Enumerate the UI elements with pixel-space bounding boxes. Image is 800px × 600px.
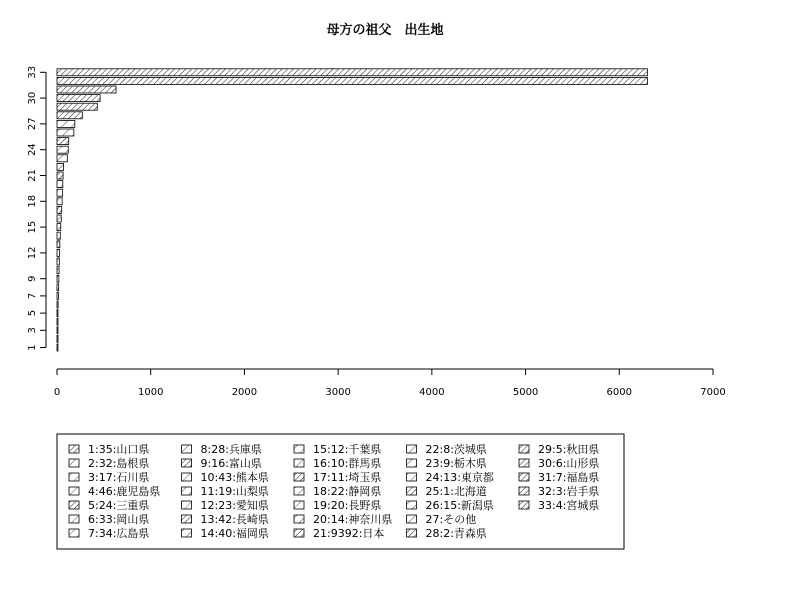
legend-entry: 22:8:茨城県 (425, 443, 487, 456)
legend-entry: 21:9392:日本 (313, 527, 385, 540)
x-tick-label: 2000 (231, 387, 258, 398)
y-tick-label: 24 (27, 143, 38, 157)
legend-swatch (182, 515, 192, 523)
bar-19 (57, 189, 63, 196)
legend-entry: 5:24:三重県 (88, 499, 150, 512)
legend-swatch (519, 459, 529, 467)
bar-18 (57, 198, 62, 205)
bar-3 (57, 327, 58, 334)
legend-entry: 19:20:長野県 (313, 499, 382, 512)
y-tick-label: 21 (27, 169, 38, 182)
legend-swatch (407, 501, 417, 509)
y-tick-label: 7 (27, 292, 38, 300)
legend-entry: 9:16:富山県 (200, 457, 262, 470)
legend-entry: 30:6:山形県 (538, 457, 600, 470)
x-tick-label: 0 (53, 387, 61, 398)
legend-swatch (294, 459, 304, 467)
legend-swatch (294, 445, 304, 453)
bar-4 (57, 318, 58, 325)
legend-entry: 33:4:宮城県 (538, 499, 600, 512)
legend-entry: 25:1:北海道 (425, 485, 487, 498)
legend-swatch (182, 445, 192, 453)
x-tick-label: 6000 (606, 387, 633, 398)
bar-23 (57, 155, 67, 162)
legend-swatch (69, 515, 79, 523)
legend-entry: 1:35:山口県 (88, 443, 150, 456)
bar-24 (57, 146, 68, 153)
bar-22 (57, 163, 64, 170)
legend-swatch (182, 459, 192, 467)
bar-15 (57, 224, 61, 231)
x-tick-label: 3000 (325, 387, 351, 398)
bar-10 (57, 267, 59, 274)
legend-swatch (182, 473, 192, 481)
y-tick-label: 1 (27, 344, 38, 351)
legend-entry: 17:11:埼玉県 (313, 471, 382, 484)
legend-entry: 8:28:兵庫県 (200, 443, 262, 456)
y-tick-label: 18 (27, 194, 38, 208)
bar-7 (57, 292, 58, 299)
y-tick-label: 3 (27, 327, 38, 334)
bar-26 (57, 129, 74, 136)
bar-17 (57, 206, 62, 213)
legend-entry: 2:32:島根県 (88, 457, 150, 470)
y-axis (27, 66, 46, 351)
y-tick-label: 12 (27, 246, 38, 260)
legend-entry: 20:14:神奈川県 (313, 513, 393, 526)
bar-1 (57, 344, 58, 351)
legend-entry: 28:2:青森県 (425, 527, 487, 540)
legend-entry: 6:33:岡山県 (88, 513, 150, 526)
legend-swatch (69, 501, 79, 509)
y-tick-label: 27 (27, 117, 38, 131)
legend-swatch (519, 473, 529, 481)
legend-swatch (69, 487, 79, 495)
bar-30 (57, 95, 100, 102)
bar-12 (57, 249, 60, 256)
x-tick-label: 4000 (419, 387, 445, 398)
bar-32 (57, 77, 647, 84)
legend-entry: 10:43:熊本県 (200, 471, 269, 484)
legend-swatch (294, 473, 304, 481)
legend-swatch (69, 473, 79, 481)
bar-25 (57, 138, 69, 145)
legend-entry: 26:15:新潟県 (425, 499, 494, 512)
legend-swatch (182, 529, 192, 537)
legend-entry: 7:34:広島県 (88, 527, 150, 540)
bar-29 (57, 103, 97, 110)
legend-entry: 16:10:群馬県 (313, 457, 382, 470)
legend-entry: 32:3:岩手県 (538, 485, 600, 498)
y-tick-label: 15 (27, 220, 38, 234)
legend-swatch (182, 487, 192, 495)
legend-entry: 27:その他 (425, 513, 477, 526)
x-tick-label: 7000 (700, 387, 726, 398)
y-tick-label: 5 (27, 309, 38, 317)
bar-16 (57, 215, 61, 222)
bar-20 (57, 181, 63, 188)
legend-swatch (407, 459, 417, 467)
legend-swatch (519, 501, 529, 509)
y-tick-label: 30 (27, 91, 38, 105)
legend-entry: 11:19:山梨県 (200, 485, 269, 498)
legend-swatch (407, 445, 417, 453)
bar-21 (57, 172, 63, 179)
bar-8 (57, 284, 59, 291)
legend-entry: 23:9:栃木県 (425, 457, 487, 470)
bar-6 (57, 301, 58, 308)
legend-swatch (182, 501, 192, 509)
legend-swatch (407, 529, 417, 537)
x-axis (54, 369, 726, 398)
y-tick-label: 33 (27, 65, 38, 79)
legend-entry: 13:42:長崎県 (200, 513, 269, 526)
bar-14 (57, 232, 60, 239)
legend-swatch (407, 487, 417, 495)
legend-entry: 3:17:石川県 (88, 471, 150, 484)
legend-swatch (407, 515, 417, 523)
bar-9 (57, 275, 59, 282)
bar-27 (57, 120, 75, 127)
bar-group (57, 69, 647, 351)
chart-title: 母方の祖父 出生地 (326, 23, 444, 38)
legend-swatch (69, 459, 79, 467)
bar-13 (57, 241, 60, 248)
legend-entry: 14:40:福岡県 (200, 527, 269, 540)
legend-entry: 31:7:福島県 (538, 471, 600, 484)
bar-2 (57, 335, 58, 342)
legend-swatch (407, 473, 417, 481)
legend-swatch (69, 445, 79, 453)
x-tick-label: 1000 (137, 387, 164, 398)
bar-28 (57, 112, 82, 119)
legend-entry: 29:5:秋田県 (538, 443, 600, 456)
bar-5 (57, 310, 58, 317)
legend-entry: 18:22:静岡県 (313, 485, 382, 498)
legend-swatch (294, 501, 304, 509)
bar-31 (57, 86, 116, 93)
legend-entry: 15:12:千葉県 (313, 443, 382, 456)
y-tick-label: 9 (27, 275, 38, 282)
legend-entry: 24:13:東京都 (425, 471, 494, 484)
legend-swatch (519, 445, 529, 453)
legend-entry: 12:23:愛知県 (200, 499, 269, 512)
x-tick-label: 5000 (512, 387, 539, 398)
bar-33 (57, 69, 647, 76)
bar-11 (57, 258, 59, 265)
legend-swatch (294, 529, 304, 537)
legend-entry: 4:46:鹿児島県 (88, 485, 161, 498)
legend-swatch (294, 515, 304, 523)
legend (57, 434, 624, 549)
legend-swatch (519, 487, 529, 495)
legend-swatch (69, 529, 79, 537)
legend-swatch (294, 487, 304, 495)
